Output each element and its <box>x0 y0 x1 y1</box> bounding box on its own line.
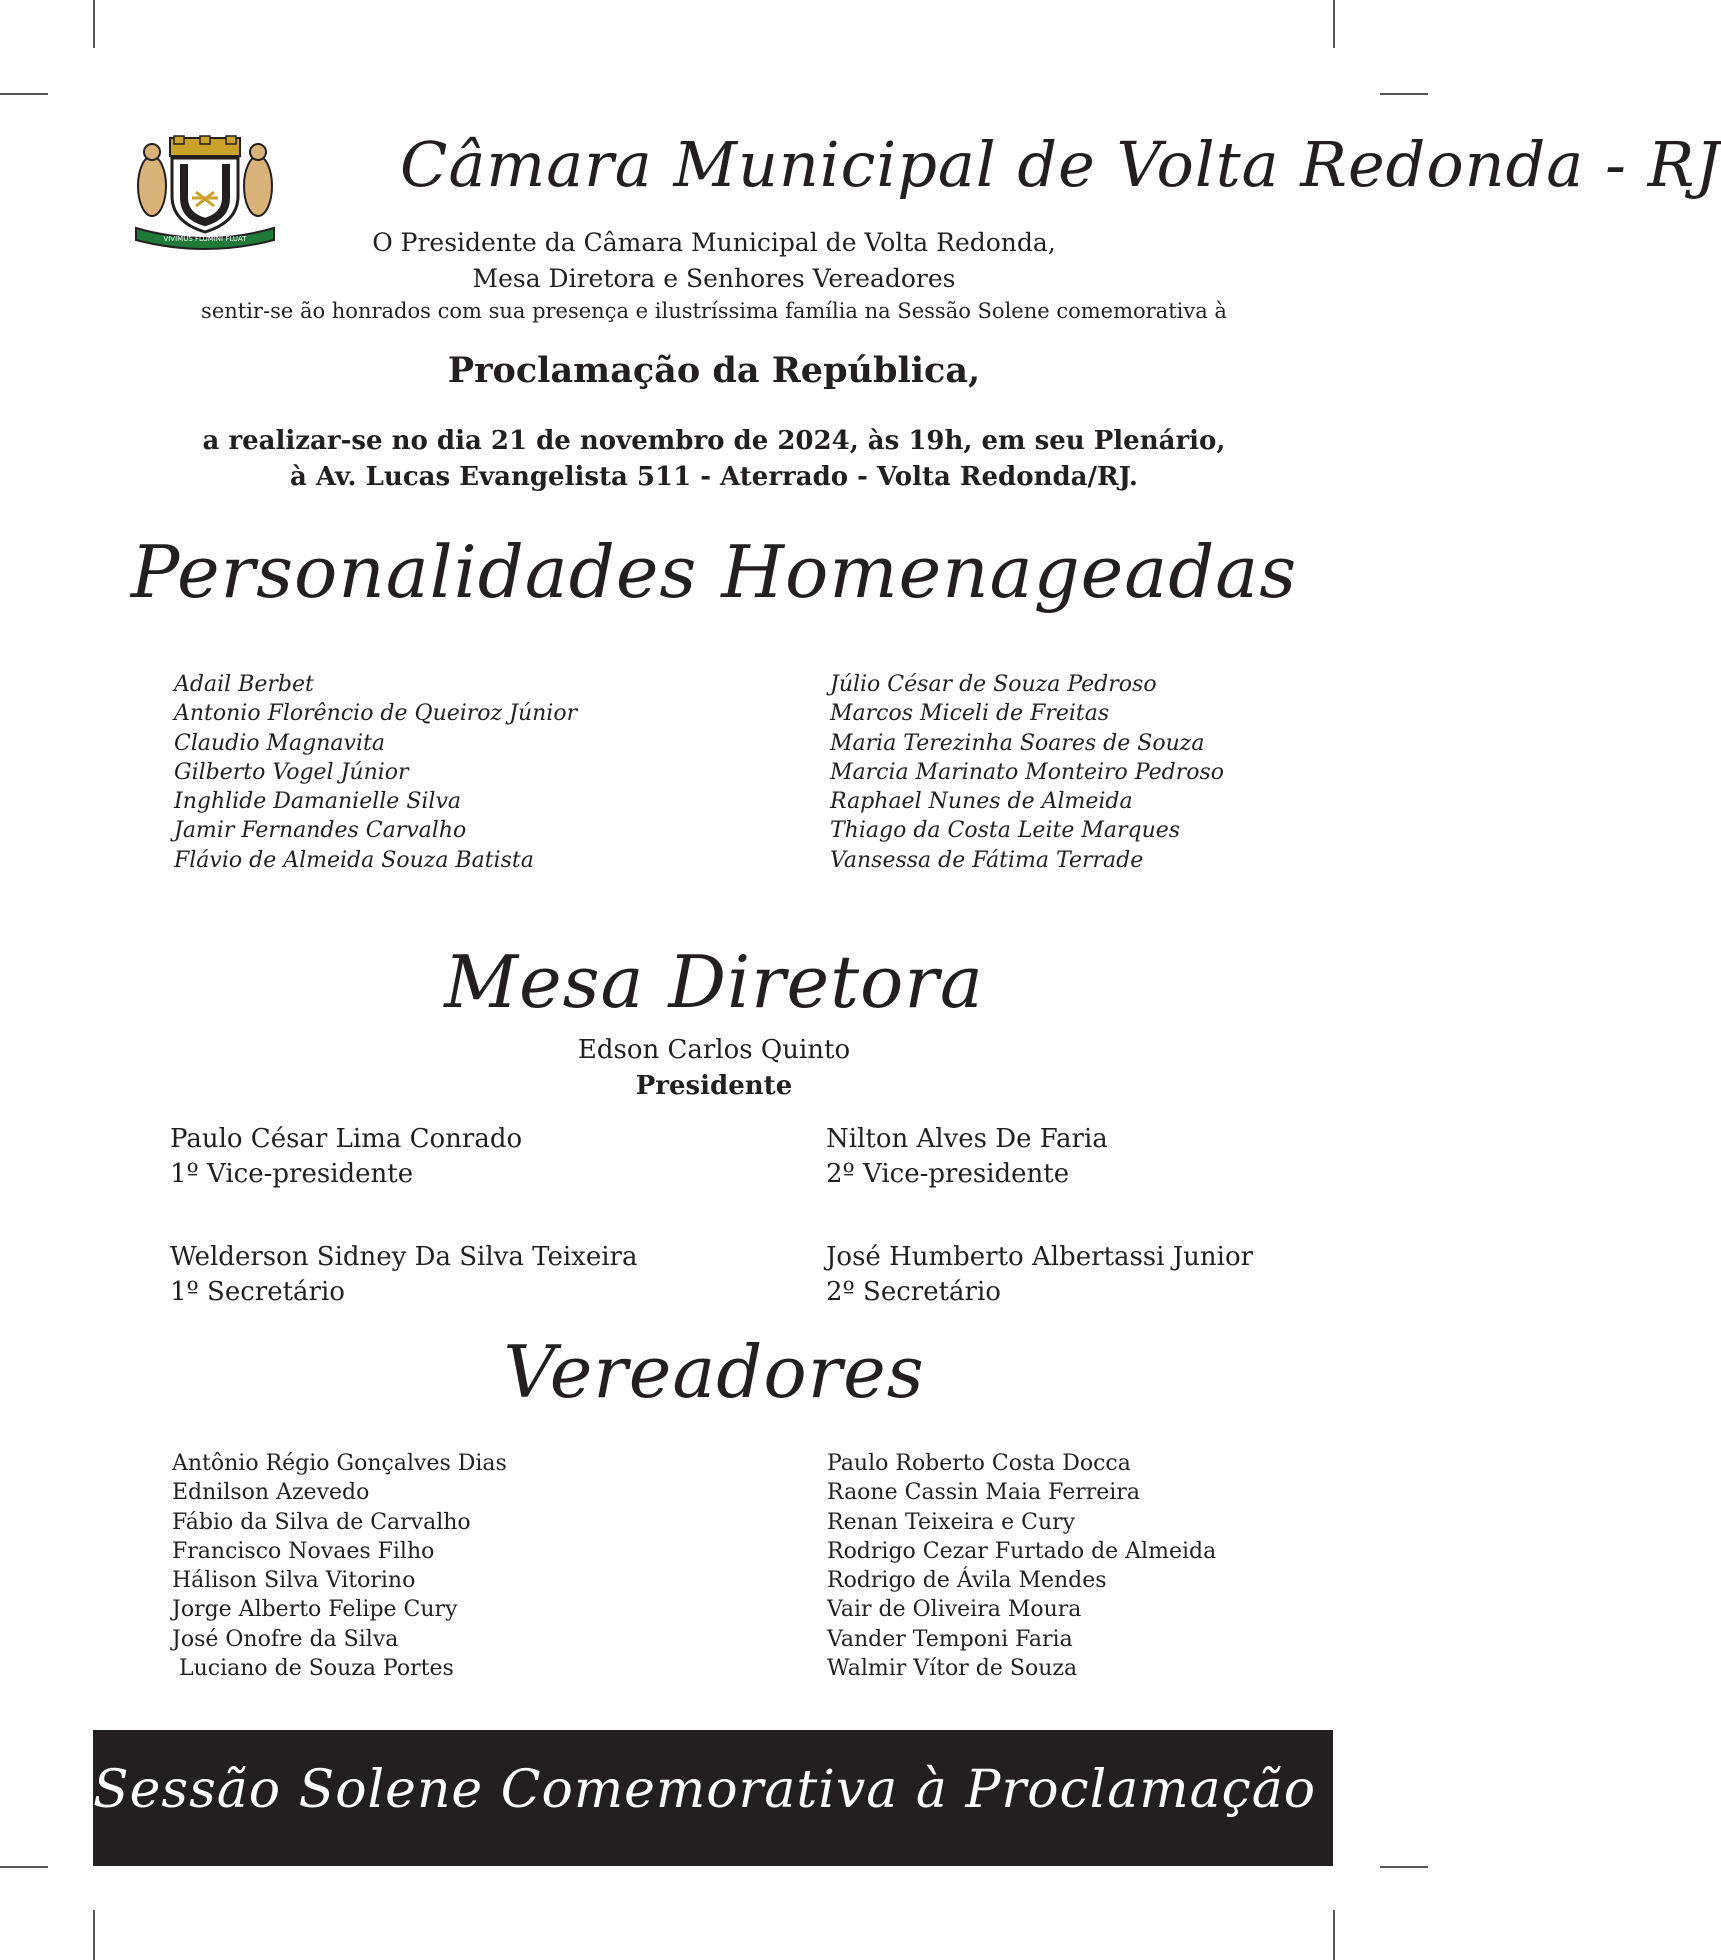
councillors-list-right <box>827 1449 1216 1683</box>
board-member <box>170 1240 637 1310</box>
event-title: Proclamação da República, <box>447 350 981 391</box>
council-title: Câmara Municipal de Volta Redonda - RJ <box>400 128 1721 201</box>
crop-mark <box>1380 93 1428 95</box>
intro-line: O Presidente da Câmara Municipal de Volta Redonda, <box>372 228 1056 257</box>
event-address-line: à Av. Lucas Evangelista 511 - Aterrado - Volta Redonda/RJ. <box>290 462 1138 492</box>
crop-mark <box>0 1866 48 1868</box>
president-role: Presidente <box>635 1071 793 1101</box>
footer-band <box>93 1730 1690 1866</box>
honorees-list-left <box>174 670 577 875</box>
honorees-title: Personalidades Homenageadas <box>130 530 1298 614</box>
crop-mark <box>93 1910 95 1960</box>
list-item: Vander Temponi Faria <box>827 1626 1073 1652</box>
crop-mark <box>1333 0 1335 48</box>
list-item: Adail Berbet <box>174 672 314 697</box>
board-member <box>170 1122 522 1192</box>
list-item: Jamir Fernandes Carvalho <box>174 818 467 844</box>
list-item: Inghlide Damanielle Silva <box>174 789 462 815</box>
list-item: Renan Teixeira e Cury <box>827 1509 1076 1535</box>
member-role: 2º Secretário <box>826 1277 1001 1307</box>
board-title: Mesa Diretora <box>444 940 984 1024</box>
list-item: Marcia Marinato Monteiro Pedroso <box>830 759 1224 785</box>
councillors-title: Vereadores <box>503 1330 925 1414</box>
list-item: Rodrigo de Ávila Mendes <box>827 1568 1107 1594</box>
list-item: Raphael Nunes de Almeida <box>830 789 1133 815</box>
list-item: José Onofre da Silva <box>172 1626 399 1652</box>
member-name: Nilton Alves De Faria <box>826 1124 1108 1154</box>
president-name: Edson Carlos Quinto <box>577 1035 851 1065</box>
list-item: Vair de Oliveira Moura <box>827 1597 1082 1623</box>
list-item: Francisco Novaes Filho <box>172 1538 435 1564</box>
list-item: Hálison Silva Vitorino <box>172 1568 416 1594</box>
honorees-list-right <box>830 670 1224 875</box>
event-date-line: a realizar-se no dia 21 de novembro de 2024, às 19h, em seu Plenário, <box>202 426 1226 456</box>
crop-mark <box>93 0 95 48</box>
list-item: Rodrigo Cezar Furtado de Almeida <box>827 1538 1217 1564</box>
list-item: Gilberto Vogel Júnior <box>174 759 409 785</box>
member-name: José Humberto Albertassi Junior <box>826 1242 1254 1272</box>
list-item: Antônio Régio Gonçalves Dias <box>172 1451 507 1476</box>
crop-mark <box>1380 1866 1428 1868</box>
intro-line: Mesa Diretora e Senhores Vereadores <box>472 264 956 293</box>
list-item: Walmir Vítor de Souza <box>827 1656 1078 1682</box>
councillors-list-left <box>172 1449 507 1683</box>
member-role: 1º Secretário <box>170 1277 345 1307</box>
board-member <box>826 1122 1108 1192</box>
list-item: Ednilson Azevedo <box>172 1480 370 1506</box>
list-item: Maria Terezinha Soares de Souza <box>830 730 1205 756</box>
intro-line: sentir-se ão honrados com sua presença e ilustríssima família na Sessão Solene comemorativa à <box>201 299 1227 323</box>
list-item: Flávio de Almeida Souza Batista <box>174 847 534 873</box>
list-item: Antonio Florêncio de Queiroz Júnior <box>174 701 578 727</box>
board-member <box>826 1240 1253 1310</box>
svg-text:VIVIMUS FLUMINI FLUAT: VIVIMUS FLUMINI FLUAT <box>163 235 247 243</box>
list-item: Júlio César de Souza Pedroso <box>830 672 1157 697</box>
list-item: Fábio da Silva de Carvalho <box>172 1509 471 1535</box>
list-item: Luciano de Souza Portes <box>172 1656 454 1682</box>
list-item: Paulo Roberto Costa Docca <box>827 1451 1131 1476</box>
member-name: Paulo César Lima Conrado <box>170 1124 523 1154</box>
crop-mark <box>0 93 48 95</box>
list-item: Thiago da Costa Leite Marques <box>830 818 1181 844</box>
list-item: Claudio Magnavita <box>174 730 385 756</box>
list-item: Jorge Alberto Felipe Cury <box>172 1597 458 1623</box>
member-role: 2º Vice-presidente <box>826 1159 1070 1189</box>
member-role: 1º Vice-presidente <box>170 1159 414 1189</box>
member-name: Welderson Sidney Da Silva Teixeira <box>170 1242 638 1272</box>
list-item: Vansessa de Fátima Terrade <box>830 847 1144 873</box>
footer-title: Sessão Solene Comemorativa à Proclamação da República <box>93 1760 1690 1820</box>
crop-mark <box>1333 1910 1335 1960</box>
list-item: Marcos Miceli de Freitas <box>830 701 1110 727</box>
list-item: Raone Cassin Maia Ferreira <box>827 1480 1140 1506</box>
